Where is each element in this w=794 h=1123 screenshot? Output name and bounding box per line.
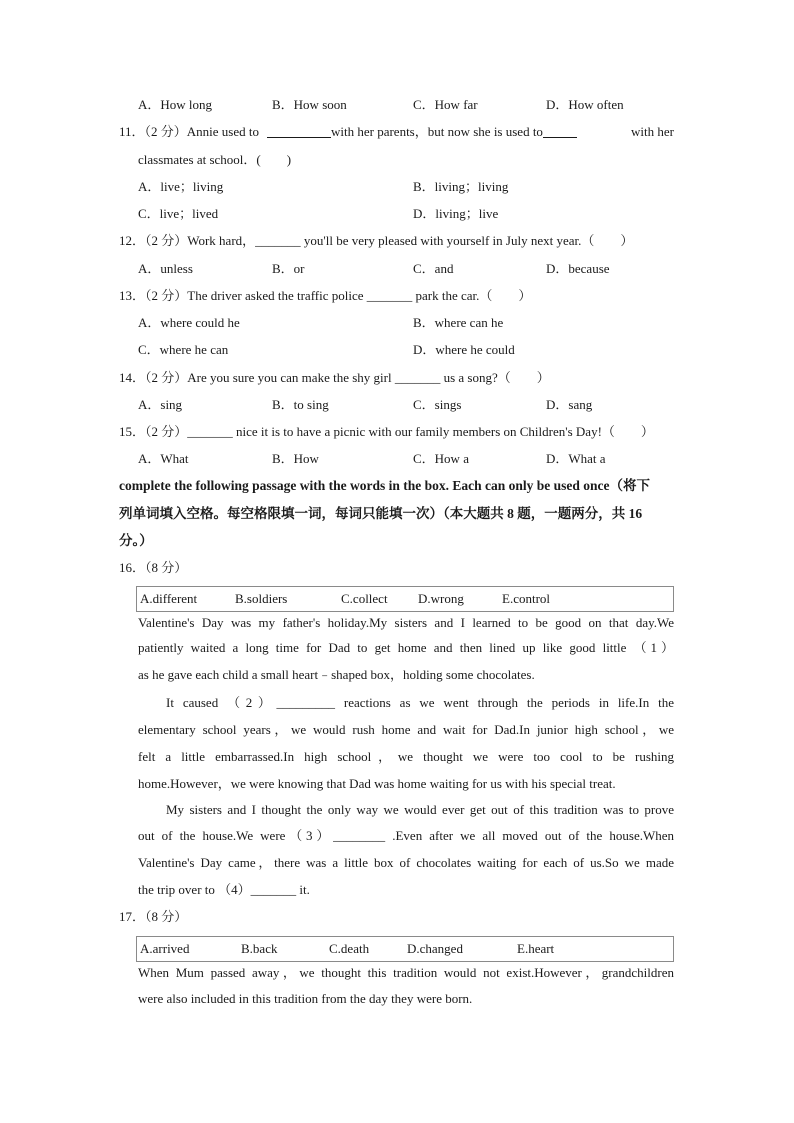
q17-word: A.arrived [140, 941, 190, 956]
q16-passage-line: as he gave each child a small heart﹣shaped box，holding some chocolates. [138, 667, 535, 682]
q17-word-box [136, 936, 674, 962]
q16-word: B.soldiers [235, 591, 288, 606]
q16-passage-line: patiently waited a long time for Dad to get home and then lined up like good little （1） [138, 640, 674, 655]
q11-blank-1 [267, 136, 331, 138]
q10-option-a: A．How long [138, 97, 213, 112]
q14-option-b: B．to sing [272, 397, 329, 412]
q12-option-c: C．and [413, 261, 454, 276]
q12-question: 12．（2 分）Work hard，_______ you'll be very pleased with yourself in July next year.（ ） [119, 233, 634, 248]
q16-word: A.different [140, 591, 198, 606]
q17-word: C.death [329, 941, 370, 956]
q11-question-cont: classmates at school．( ) [138, 152, 292, 167]
q17-word: D.changed [407, 941, 463, 956]
q13-option-d: D．where he could [413, 342, 515, 357]
q16-word: E.control [502, 591, 551, 606]
q16-passage-line: elementary school years，we would rush home and wait for Dad.In junior high school，we [138, 722, 674, 737]
q16-passage-line: Valentine's Day came，there was a little box of chocolates waiting for each of us.So we made [138, 855, 674, 870]
q13-option-b: B．where can he [413, 315, 504, 330]
q16-passage-line: the trip over to （4）_______ it. [138, 882, 310, 897]
q16-passage-line: My sisters and I thought the only way we would ever get out of this tradition was to prove [166, 802, 674, 817]
q16-passage-line: It caused （2）_________ reactions as we went through the periods in life.In the [166, 695, 674, 710]
q17-header: 17．（8 分） [119, 909, 188, 924]
section-heading-line1: complete the following passage with the words in the box. Each can only be used once（将下 [119, 478, 651, 493]
q13-option-a: A．where could he [138, 315, 240, 330]
q16-passage-line: home.However，we were knowing that Dad was home waiting for us with his special treat. [138, 776, 616, 791]
q15-question: 15．（2 分）_______ nice it is to have a picnic with our family members on Children's Day!（ ） [119, 424, 654, 439]
q11-stem-part1: 11．（2 分）Annie used to [119, 124, 259, 139]
q11-option-a: A．live；living [138, 179, 224, 194]
q11-option-b: B．living；living [413, 179, 509, 194]
q11-question [119, 124, 674, 140]
q14-option-a: A．sing [138, 397, 183, 412]
q12-option-b: B．or [272, 261, 305, 276]
q11-option-d: D．living；live [413, 206, 499, 221]
q15-option-d: D．What a [546, 451, 606, 466]
q10-option-b: B．How soon [272, 97, 347, 112]
q17-word: E.heart [517, 941, 555, 956]
q10-option-d: D．How often [546, 97, 624, 112]
q16-header: 16．（8 分） [119, 560, 188, 575]
q16-word: C.collect [341, 591, 388, 606]
q14-option-d: D．sang [546, 397, 593, 412]
q16-passage-line: out of the house.We were（3）________ .Even after we all moved out of the house.When [138, 828, 674, 843]
q16-passage-line: Valentine's Day was my father's holiday.My sisters and I learned to be good on that day.We [138, 615, 674, 630]
q15-option-c: C．How a [413, 451, 469, 466]
q16-word: D.wrong [418, 591, 464, 606]
section-heading-line3: 分。） [119, 533, 153, 548]
q15-option-a: A．What [138, 451, 189, 466]
q17-word: B.back [241, 941, 278, 956]
q14-question: 14．（2 分）Are you sure you can make the shy girl _______ us a song?（ ） [119, 370, 550, 385]
q16-word-box [136, 586, 674, 612]
q11-stem-part2: with her parents，but now she is used to [330, 124, 543, 139]
q17-passage-line: were also included in this tradition from the day they were born. [138, 991, 473, 1006]
q16-passage-line: felt a little embarrassed.In high school，we thought we were too cool to be rushing [138, 749, 674, 764]
q11-option-c: C．live；lived [138, 206, 219, 221]
q13-option-c: C．where he can [138, 342, 229, 357]
q13-question: 13．（2 分）The driver asked the traffic police _______ park the car.（ ） [119, 288, 532, 303]
q10-option-c: C．How far [413, 97, 478, 112]
q11-blank-2 [543, 136, 577, 138]
q15-option-b: B．How [272, 451, 319, 466]
section-heading-line2: 列单词填入空格。每空格限填一词，每词只能填一次）（本大题共 8 题，一题两分，共 16 [119, 506, 643, 521]
q11-stem-part3: with her [631, 124, 674, 139]
q12-option-a: A．unless [138, 261, 193, 276]
q17-passage-line: When Mum passed away，we thought this tradition would not exist.However，grandchildren [138, 965, 674, 980]
q14-option-c: C．sings [413, 397, 462, 412]
q12-option-d: D．because [546, 261, 610, 276]
